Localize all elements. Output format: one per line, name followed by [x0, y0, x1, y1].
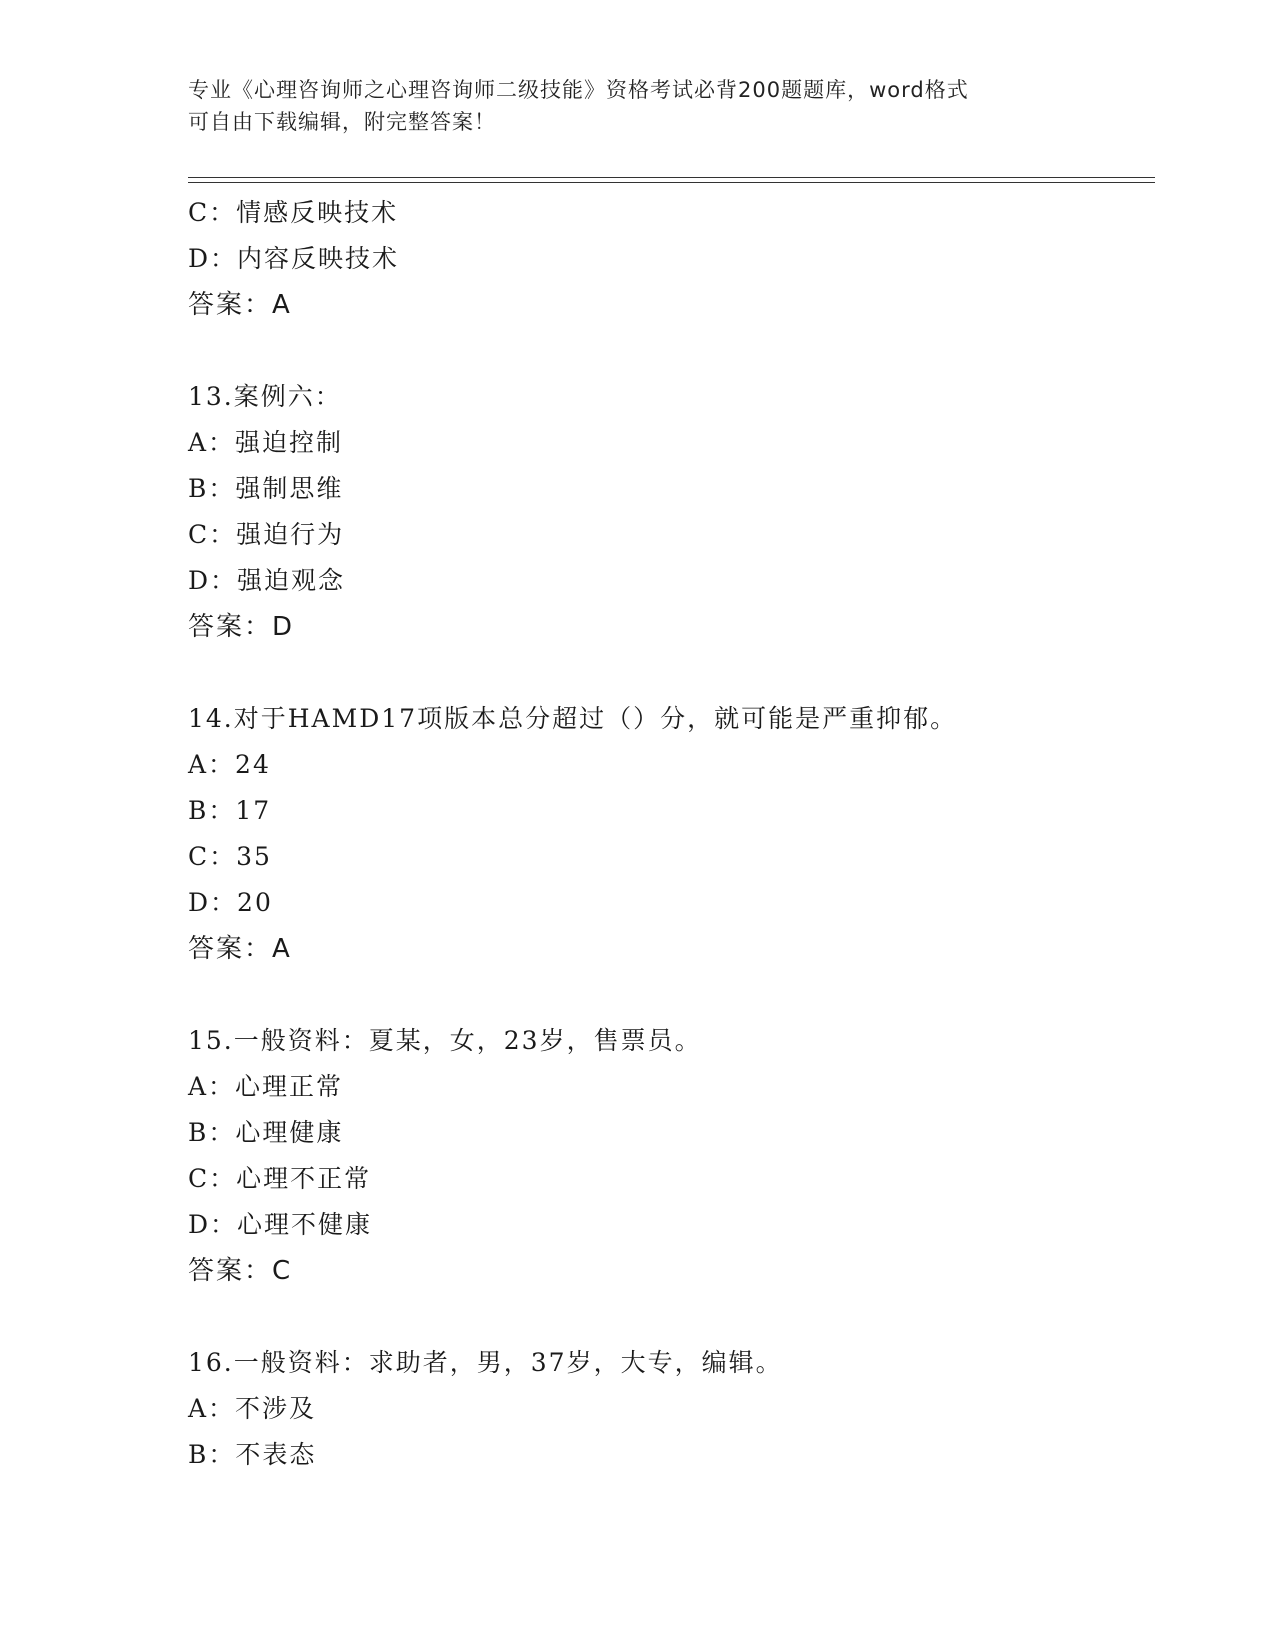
answer: 答案：A — [188, 290, 292, 320]
header-line-1: 专业《心理咨询师之心理咨询师二级技能》资格考试必背200题题库，word格式 — [188, 78, 969, 102]
answer: 答案：C — [188, 1256, 293, 1286]
option-c: C：情感反映技术 — [188, 198, 399, 227]
question-14 — [188, 696, 1155, 972]
option-a: A：24 — [188, 750, 271, 779]
answer: 答案：D — [188, 612, 295, 642]
option-a: A：不涉及 — [188, 1394, 317, 1423]
option-b: B：强制思维 — [188, 474, 344, 503]
option-b: B：心理健康 — [188, 1118, 344, 1147]
option-c: C：心理不正常 — [188, 1164, 372, 1193]
header-line-2: 可自由下载编辑，附完整答案！ — [188, 110, 496, 134]
header-divider-bottom — [188, 182, 1155, 183]
question-16 — [188, 1340, 1155, 1478]
option-a: A：强迫控制 — [188, 428, 344, 457]
spacer — [188, 1294, 1155, 1340]
spacer — [188, 328, 1155, 374]
option-c: C：35 — [188, 842, 272, 871]
question-15 — [188, 1018, 1155, 1294]
question-stem: 14.对于HAMD17项版本总分超过（）分，就可能是严重抑郁。 — [188, 704, 958, 733]
question-12 — [188, 190, 1155, 328]
question-list — [188, 190, 1155, 1478]
spacer — [188, 650, 1155, 696]
answer: 答案：A — [188, 934, 292, 964]
question-13 — [188, 374, 1155, 650]
question-stem: 16.一般资料：求助者，男，37岁，大专，编辑。 — [188, 1348, 783, 1377]
option-b: B：不表态 — [188, 1440, 317, 1469]
question-stem: 13.案例六： — [188, 382, 342, 411]
option-a: A：心理正常 — [188, 1072, 344, 1101]
option-b: B：17 — [188, 796, 272, 825]
option-d: D：强迫观念 — [188, 566, 346, 595]
option-d: D：20 — [188, 888, 273, 917]
option-d: D：心理不健康 — [188, 1210, 373, 1239]
document-header — [188, 74, 1068, 138]
option-d: D：内容反映技术 — [188, 244, 400, 273]
header-divider-top — [188, 177, 1155, 178]
option-c: C：强迫行为 — [188, 520, 345, 549]
spacer — [188, 972, 1155, 1018]
question-stem: 15.一般资料：夏某，女，23岁，售票员。 — [188, 1026, 702, 1055]
